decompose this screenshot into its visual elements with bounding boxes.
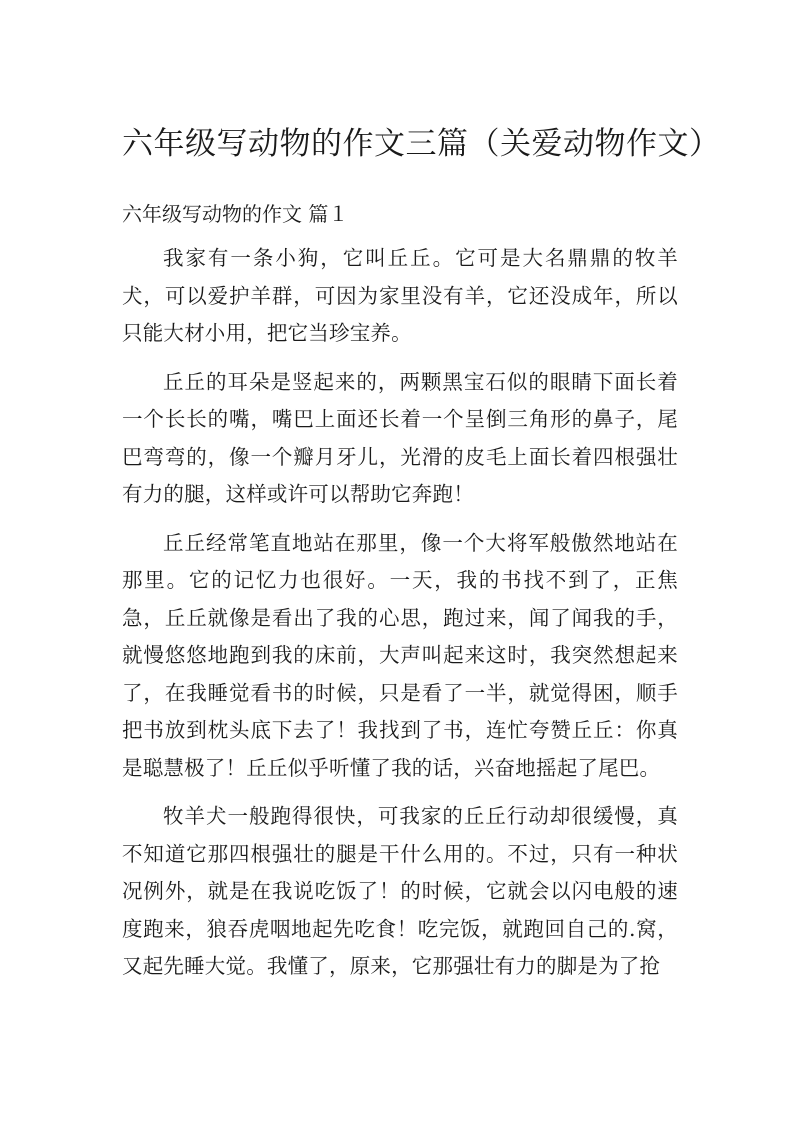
paragraph: 丘丘的耳朵是竖起来的，两颗黑宝石似的眼睛下面长着一个长长的嘴，嘴巴上面还长着一个呈倒三角形的鼻子，尾巴弯弯的，像一个瓣月牙儿，光滑的皮毛上面长着四根强壮有力的腿，这样或许可以帮助它奔跑！ <box>122 369 678 506</box>
document-title: 六年级写动物的作文三篇（关爱动物作文） <box>122 126 721 162</box>
paragraph: 牧羊犬一般跑得很快，可我家的丘丘行动却很缓慢，真不知道它那四根强壮的腿是干什么用的。不过，只有一种状况例外，就是在我说吃饭了！的时候，它就会以闪电般的速度跑来，狼吞虎咽地起先吃食！吃完饭，就跑回自己的.窝，又起先睡大觉。我懂了，原来，它那强壮有力的脚是为了抢 <box>122 804 678 978</box>
paragraph: 丘丘经常笔直地站在那里，像一个大将军般傲然地站在那里。它的记忆力也很好。一天，我的书找不到了，正焦急，丘丘就像是看出了我的心思，跑过来，闻了闻我的手，就慢悠悠地跑到我的床前，大声叫起来这时，我突然想起来了，在我睡觉看书的时候，只是看了一半，就觉得困，顺手把书放到枕头底下去了！我找到了书，连忙夸赞丘丘：你真是聪慧极了！丘丘似乎听懂了我的话，兴奋地摇起了尾巴。 <box>122 530 678 780</box>
article-body <box>122 240 678 997</box>
paragraph: 我家有一条小狗，它叫丘丘。它可是大名鼎鼎的牧羊犬，可以爱护羊群，可因为家里没有羊，它还没成年，所以只能大材小用，把它当珍宝养。 <box>122 246 678 345</box>
section-heading: 六年级写动物的作文 篇１ <box>122 202 349 226</box>
